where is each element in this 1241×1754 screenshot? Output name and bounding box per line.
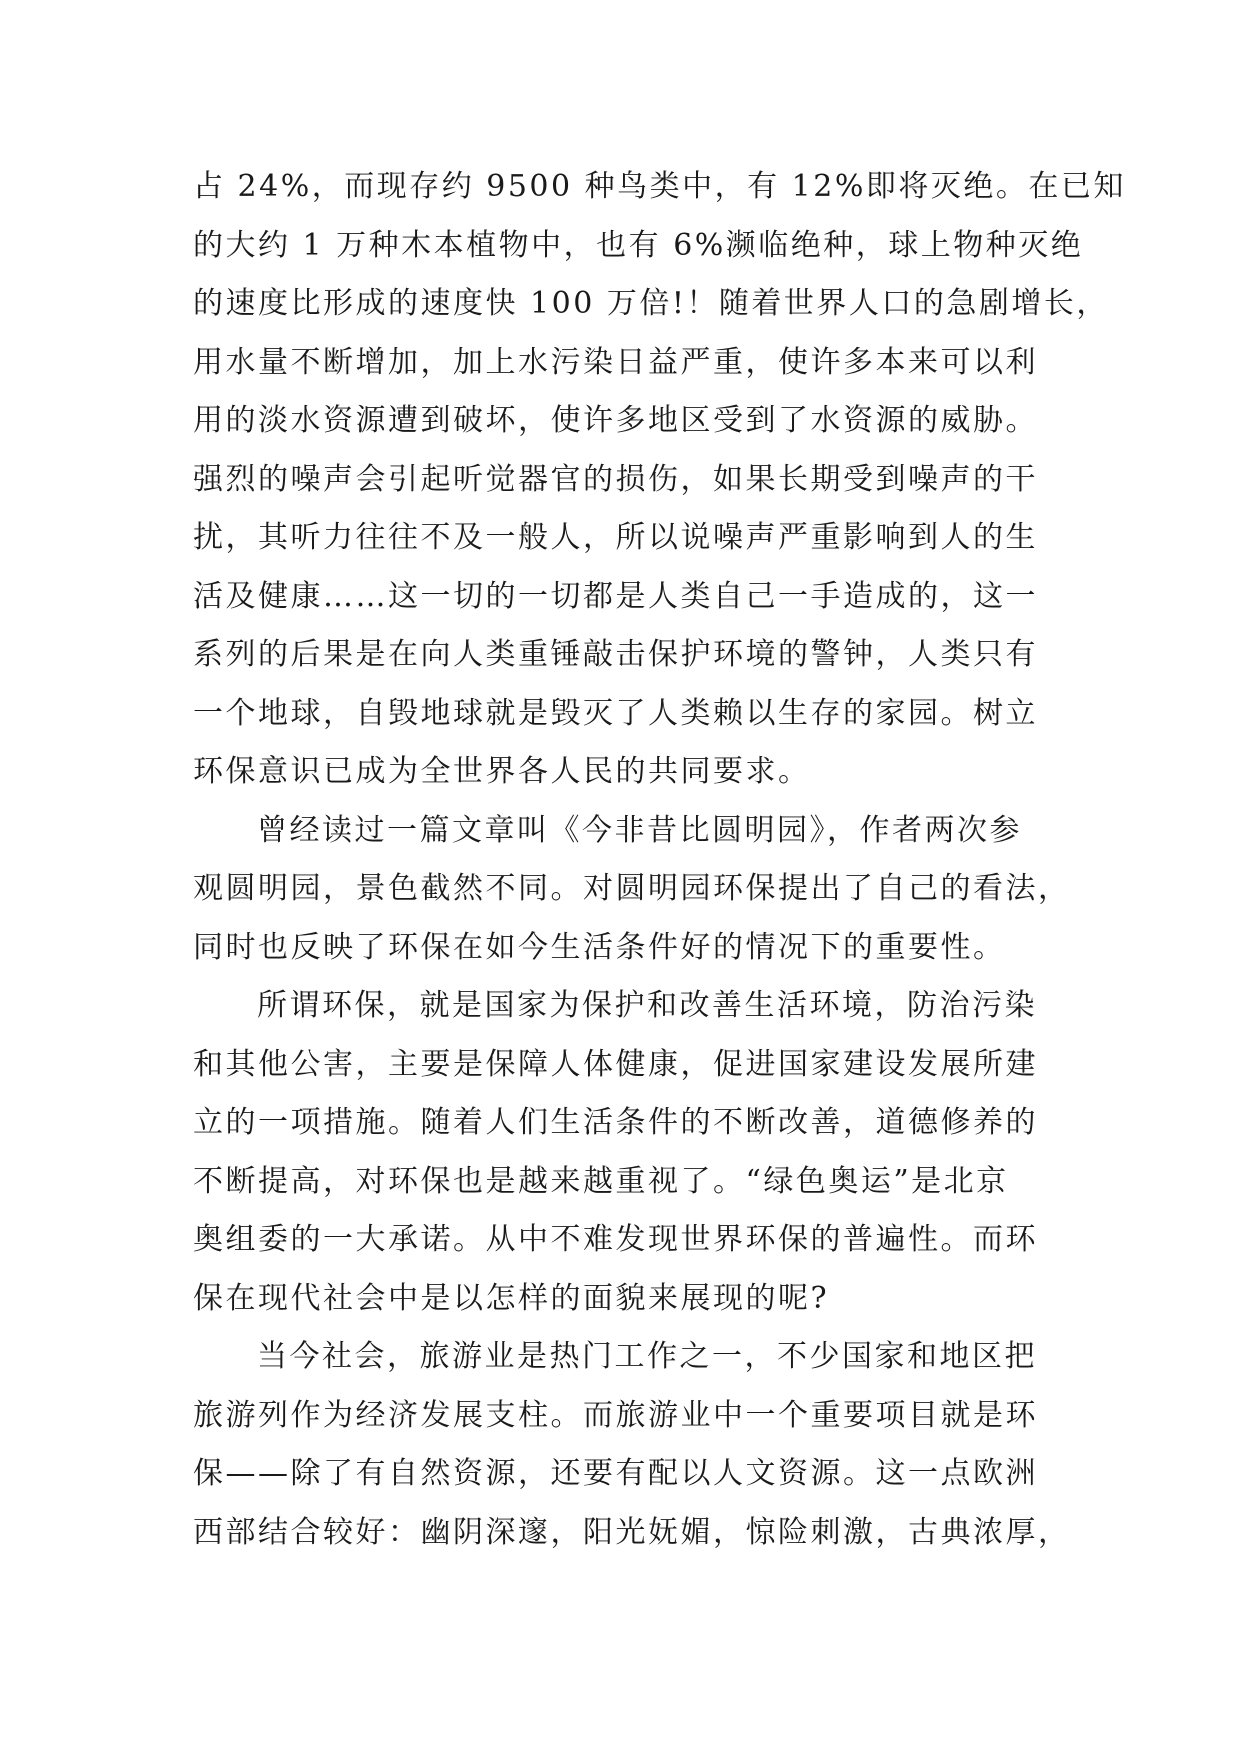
text-line: 用的淡水资源遭到破坏，使许多地区受到了水资源的威胁。 [193,403,1038,438]
text-line: 环保意识已成为全世界各人民的共同要求。 [193,754,811,789]
text-line: 曾经读过一篇文章叫《今非昔比圆明园》，作者两次参 [257,812,1022,848]
text-line: 旅游列作为经济发展支柱。而旅游业中一个重要项目就是环 [193,1397,1038,1433]
text-line: 活及健康……这一切的一切都是人类自己一手造成的，这一 [193,578,1038,614]
text-line: 保在现代社会中是以怎样的面貌来展现的呢? [193,1280,830,1316]
text-line: 占 24%，而现存约 9500 种鸟类中，有 12%即将灭绝。在已知 [193,169,1126,204]
text-line: 一个地球，自毁地球就是毁灭了人类赖以生存的家园。树立 [193,695,1038,731]
text-line: 的大约 1 万种木本植物中，也有 6%濒临绝种，球上物种灭绝 [193,227,1084,263]
text-line: 所谓环保，就是国家为保护和改善生活环境，防治污染 [257,988,1037,1023]
text-line: 观圆明园，景色截然不同。对圆明园环保提出了自己的看法， [193,871,1071,906]
text-line: 同时也反映了环保在如今生活条件好的情况下的重要性。 [193,929,1006,965]
text-line: 当今社会，旅游业是热门工作之一，不少国家和地区把 [257,1339,1037,1374]
text-line: 西部结合较好：幽阴深邃，阳光妩媚，惊险刺激，古典浓厚， [193,1514,1071,1550]
text-line: 系列的后果是在向人类重锤敲击保护环境的警钟，人类只有 [193,637,1038,672]
text-line: 强烈的噪声会引起听觉器官的损伤，如果长期受到噪声的干 [193,461,1038,497]
text-line: 用水量不断增加，加上水污染日益严重，使许多本来可以利 [193,344,1038,380]
text-line: 立的一项措施。随着人们生活条件的不断改善，道德修养的 [193,1105,1038,1140]
text-line: 不断提高，对环保也是越来越重视了。“绿色奥运”是北京 [193,1163,1009,1199]
text-line: 扰，其听力往往不及一般人，所以说噪声严重影响到人的生 [193,520,1038,555]
text-line: 的速度比形成的速度快 100 万倍!！随着世界人口的急剧增长， [193,286,1109,321]
body-text [193,158,1126,1562]
text-line: 和其他公害，主要是保障人体健康，促进国家建设发展所建 [193,1046,1038,1082]
text-line: 保——除了有自然资源，还要有配以人文资源。这一点欧洲 [193,1456,1038,1491]
text-line: 奥组委的一大承诺。从中不难发现世界环保的普遍性。而环 [193,1222,1038,1257]
